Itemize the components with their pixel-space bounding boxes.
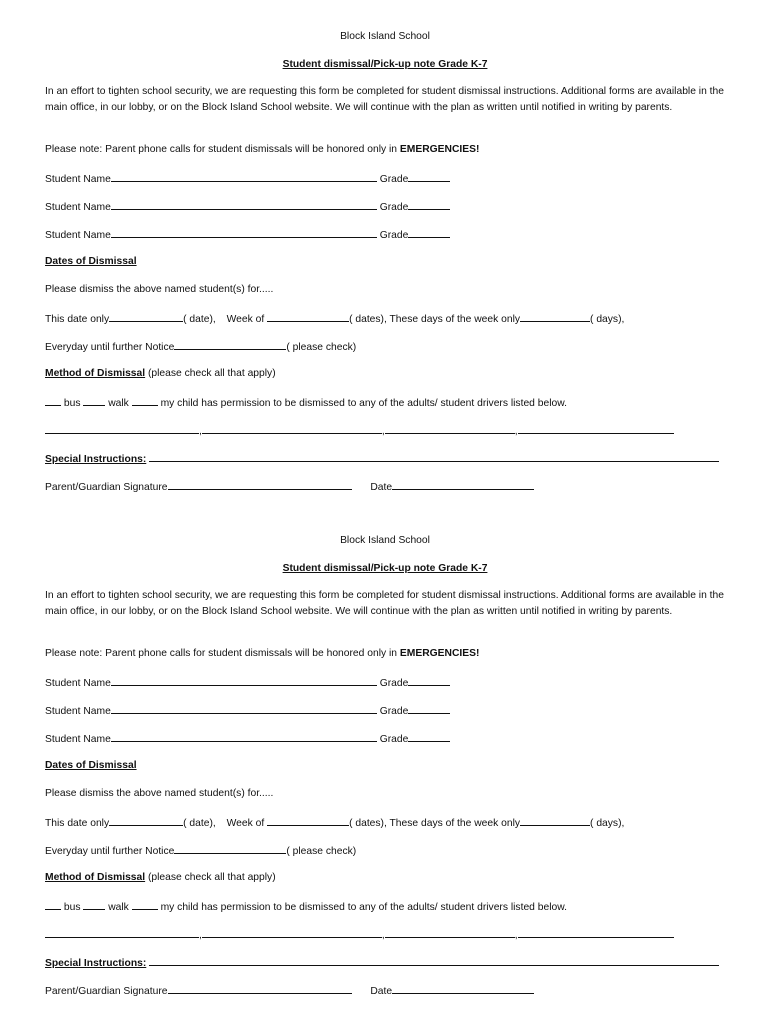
student-name-label: Student Name [45, 706, 111, 717]
dates-heading: Dates of Dismissal [45, 256, 137, 267]
everyday-label: Everyday until further Notice [45, 342, 175, 353]
emergencies-emphasis: EMERGENCIES! [399, 648, 480, 659]
method-note: (please check all that apply) [145, 368, 276, 379]
special-instructions-label: Special Instructions: [45, 958, 147, 969]
everyday-check-field[interactable] [174, 843, 286, 854]
student-name-field[interactable] [111, 675, 377, 686]
grade-field[interactable] [408, 703, 450, 714]
special-instructions-row [45, 955, 730, 971]
student-name-label: Student Name [45, 174, 111, 185]
special-instructions-field[interactable] [149, 451, 719, 462]
student-row-3 [45, 731, 730, 747]
student-row-3 [45, 227, 730, 243]
grade-label: Grade [379, 706, 409, 717]
everyday-check-field[interactable] [174, 339, 286, 350]
drivers-row: , , , [45, 423, 730, 439]
driver-field-2[interactable] [202, 927, 382, 938]
driver-field-3[interactable] [385, 423, 515, 434]
student-name-field[interactable] [111, 703, 377, 714]
grade-field[interactable] [408, 675, 450, 686]
student-row-2 [45, 199, 730, 215]
driver-field-4[interactable] [518, 423, 674, 434]
student-name-label: Student Name [45, 678, 111, 689]
bus-label: bus [63, 902, 81, 913]
intro-paragraph: In an effort to tighten school security, we are requesting this form be completed for student dismissal instructions. Additional forms are available in the main office, in our lobby, or on the Block Island School website. We will continue with the plan as written until notified in writing by parents. [45, 86, 724, 113]
signature-field[interactable] [168, 983, 352, 994]
form-title: Student dismissal/Pick-up note Grade K-7 [282, 563, 488, 574]
this-date-field[interactable] [109, 311, 183, 322]
method-row [45, 871, 730, 885]
date-paren: ( date), [183, 818, 216, 829]
grade-field[interactable] [408, 731, 450, 742]
permission-check-field[interactable] [132, 395, 158, 406]
permission-text: my child has permission to be dismissed to any of the adults/ student drivers listed below. [160, 902, 567, 913]
driver-field-1[interactable] [45, 423, 199, 434]
grade-field[interactable] [408, 199, 450, 210]
student-name-label: Student Name [45, 230, 111, 241]
signature-label: Parent/Guardian Signature [45, 986, 168, 997]
form-title: Student dismissal/Pick-up note Grade K-7 [282, 59, 488, 70]
this-date-label: This date only [45, 314, 110, 325]
driver-field-3[interactable] [385, 927, 515, 938]
week-of-label: Week of [226, 818, 265, 829]
please-check: ( please check) [286, 342, 357, 353]
student-row-2 [45, 703, 730, 719]
this-date-label: This date only [45, 818, 110, 829]
dates-heading: Dates of Dismissal [45, 760, 137, 771]
signature-label: Parent/Guardian Signature [45, 482, 168, 493]
walk-check-field[interactable] [83, 395, 105, 406]
method-row [45, 367, 730, 381]
days-paren: ( days), [590, 818, 625, 829]
bus-label: bus [63, 398, 81, 409]
driver-field-2[interactable] [202, 423, 382, 434]
student-name-field[interactable] [111, 731, 377, 742]
signature-date-field[interactable] [392, 983, 534, 994]
grade-field[interactable] [408, 227, 450, 238]
student-row-1 [45, 675, 730, 691]
student-row-1 [45, 171, 730, 187]
method-options-row [45, 395, 730, 411]
grade-field[interactable] [408, 171, 450, 182]
date-label: Date [370, 986, 393, 997]
dates-paren: ( dates), These days of the week only [349, 818, 521, 829]
phone-note [45, 143, 730, 157]
grade-label: Grade [379, 174, 409, 185]
grade-label: Grade [379, 734, 409, 745]
days-field[interactable] [520, 311, 590, 322]
phone-note-text: Please note: Parent phone calls for student dismissals will be honored only in [45, 144, 400, 155]
method-note: (please check all that apply) [145, 872, 276, 883]
special-instructions-label: Special Instructions: [45, 454, 147, 465]
days-field[interactable] [520, 815, 590, 826]
dates-row [45, 311, 730, 327]
phone-note [45, 647, 730, 661]
grade-label: Grade [379, 230, 409, 241]
special-instructions-field[interactable] [149, 955, 719, 966]
walk-label: walk [108, 902, 129, 913]
date-paren: ( date), [183, 314, 216, 325]
driver-field-4[interactable] [518, 927, 674, 938]
date-label: Date [370, 482, 393, 493]
everyday-row [45, 843, 730, 859]
signature-row [45, 983, 730, 999]
driver-field-1[interactable] [45, 927, 199, 938]
intro-paragraph: In an effort to tighten school security, we are requesting this form be completed for student dismissal instructions. Additional forms are available in the main office, in our lobby, or on the Block Island School website. We will continue with the plan as written until notified in writing by parents. [45, 590, 724, 617]
dates-paren: ( dates), These days of the week only [349, 314, 521, 325]
please-check: ( please check) [286, 846, 357, 857]
walk-check-field[interactable] [83, 899, 105, 910]
this-date-field[interactable] [109, 815, 183, 826]
method-heading: Method of Dismissal [45, 368, 146, 379]
week-of-field[interactable] [267, 815, 349, 826]
everyday-label: Everyday until further Notice [45, 846, 175, 857]
emergencies-emphasis: EMERGENCIES! [399, 144, 480, 155]
method-options-row [45, 899, 730, 915]
school-name: Block Island School [340, 31, 430, 42]
drivers-row: , , , [45, 927, 730, 943]
dismiss-text: Please dismiss the above named student(s) for..... [45, 788, 274, 799]
week-of-field[interactable] [267, 311, 349, 322]
dismiss-text: Please dismiss the above named student(s) for..... [45, 284, 274, 295]
student-name-field[interactable] [111, 171, 377, 182]
dismissal-form-2 [0, 504, 770, 1008]
permission-check-field[interactable] [132, 899, 158, 910]
special-instructions-row [45, 451, 730, 467]
week-of-label: Week of [226, 314, 265, 325]
walk-label: walk [108, 398, 129, 409]
grade-label: Grade [379, 678, 409, 689]
student-name-label: Student Name [45, 202, 111, 213]
bus-check-field[interactable] [45, 395, 61, 406]
method-heading: Method of Dismissal [45, 872, 146, 883]
dismissal-form-1 [0, 0, 770, 504]
signature-row [45, 479, 730, 495]
permission-text: my child has permission to be dismissed to any of the adults/ student drivers listed below. [160, 398, 567, 409]
dates-row [45, 815, 730, 831]
student-name-label: Student Name [45, 734, 111, 745]
everyday-row [45, 339, 730, 355]
school-name: Block Island School [340, 535, 430, 546]
student-name-field[interactable] [111, 227, 377, 238]
signature-date-field[interactable] [392, 479, 534, 490]
grade-label: Grade [379, 202, 409, 213]
bus-check-field[interactable] [45, 899, 61, 910]
student-name-field[interactable] [111, 199, 377, 210]
days-paren: ( days), [590, 314, 625, 325]
phone-note-text: Please note: Parent phone calls for student dismissals will be honored only in [45, 648, 400, 659]
signature-field[interactable] [168, 479, 352, 490]
